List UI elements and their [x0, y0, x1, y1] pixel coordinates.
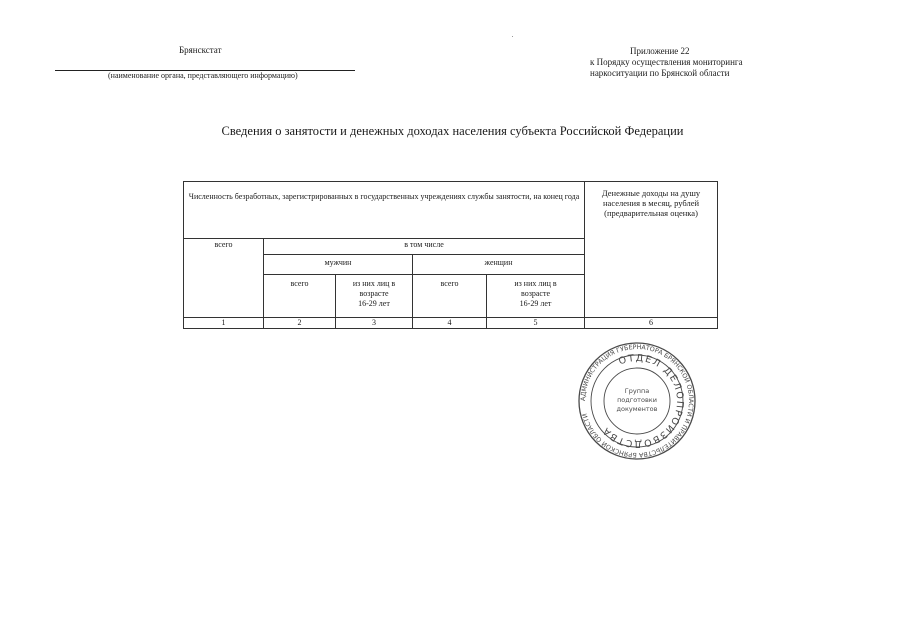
income-header: Денежные доходы на душу населения в месяц, рублей (предварительная оценка) [585, 182, 718, 318]
col-number-1: 1 [184, 318, 264, 329]
women-age-line-1: из них лиц в [514, 279, 557, 288]
page-title: Сведения о занятости и денежных доходах населения субъекта Российской Федерации [221, 124, 684, 138]
men-total-header: всего [264, 275, 336, 318]
official-stamp [577, 341, 697, 461]
women-age-header [487, 275, 585, 318]
women-age-line-3: 16-29 лет [519, 299, 552, 308]
stamp-center-line-3: документов [616, 405, 658, 413]
org-name: Брянскстат [179, 45, 222, 55]
appendix-note [590, 46, 790, 79]
col-number-2: 2 [264, 318, 336, 329]
unemployed-header: Численность безработных, зарегистрированных в государственных учреждениях службы занятости, на конец года [184, 182, 585, 239]
stamp-center-line-1: Группа [624, 387, 650, 395]
appendix-line-3: наркоситуации по Брянской области [590, 68, 730, 78]
appendix-line-2: к Порядку осуществления мониторинга [590, 57, 743, 67]
col-number-3: 3 [336, 318, 413, 329]
men-header: мужчин [264, 255, 413, 275]
men-age-line-2: возрасте [359, 289, 389, 298]
col-number-4: 4 [413, 318, 487, 329]
appendix-number: Приложение 22 [630, 46, 690, 56]
col-number-5: 5 [487, 318, 585, 329]
women-total-header: всего [413, 275, 487, 318]
stamp-center-line-2: подготовки [617, 396, 657, 404]
org-caption: (наименование органа, представляющего информацию) [108, 71, 298, 80]
data-table [183, 181, 718, 329]
total-header: всего [184, 239, 264, 318]
col-number-6: 6 [585, 318, 718, 329]
scan-speck [512, 36, 513, 37]
including-header: в том числе [264, 239, 585, 255]
women-header: женщин [413, 255, 585, 275]
men-age-header [336, 275, 413, 318]
stamp-outer-text: АДМИНИСТРАЦИЯ ГУБЕРНАТОРА БРЯНСКОЙ ОБЛАСТИ И ПРАВИТЕЛЬСТВА БРЯНСКОЙ ОБЛАСТИ [579, 343, 695, 459]
women-age-line-2: возрасте [521, 289, 551, 298]
men-age-line-1: из них лиц в [352, 279, 396, 288]
stamp-inner-text: ОТДЕЛ ДЕЛОПРОИЗВОДСТВА [600, 352, 686, 450]
men-age-line-3: 16-29 лет [358, 299, 390, 308]
